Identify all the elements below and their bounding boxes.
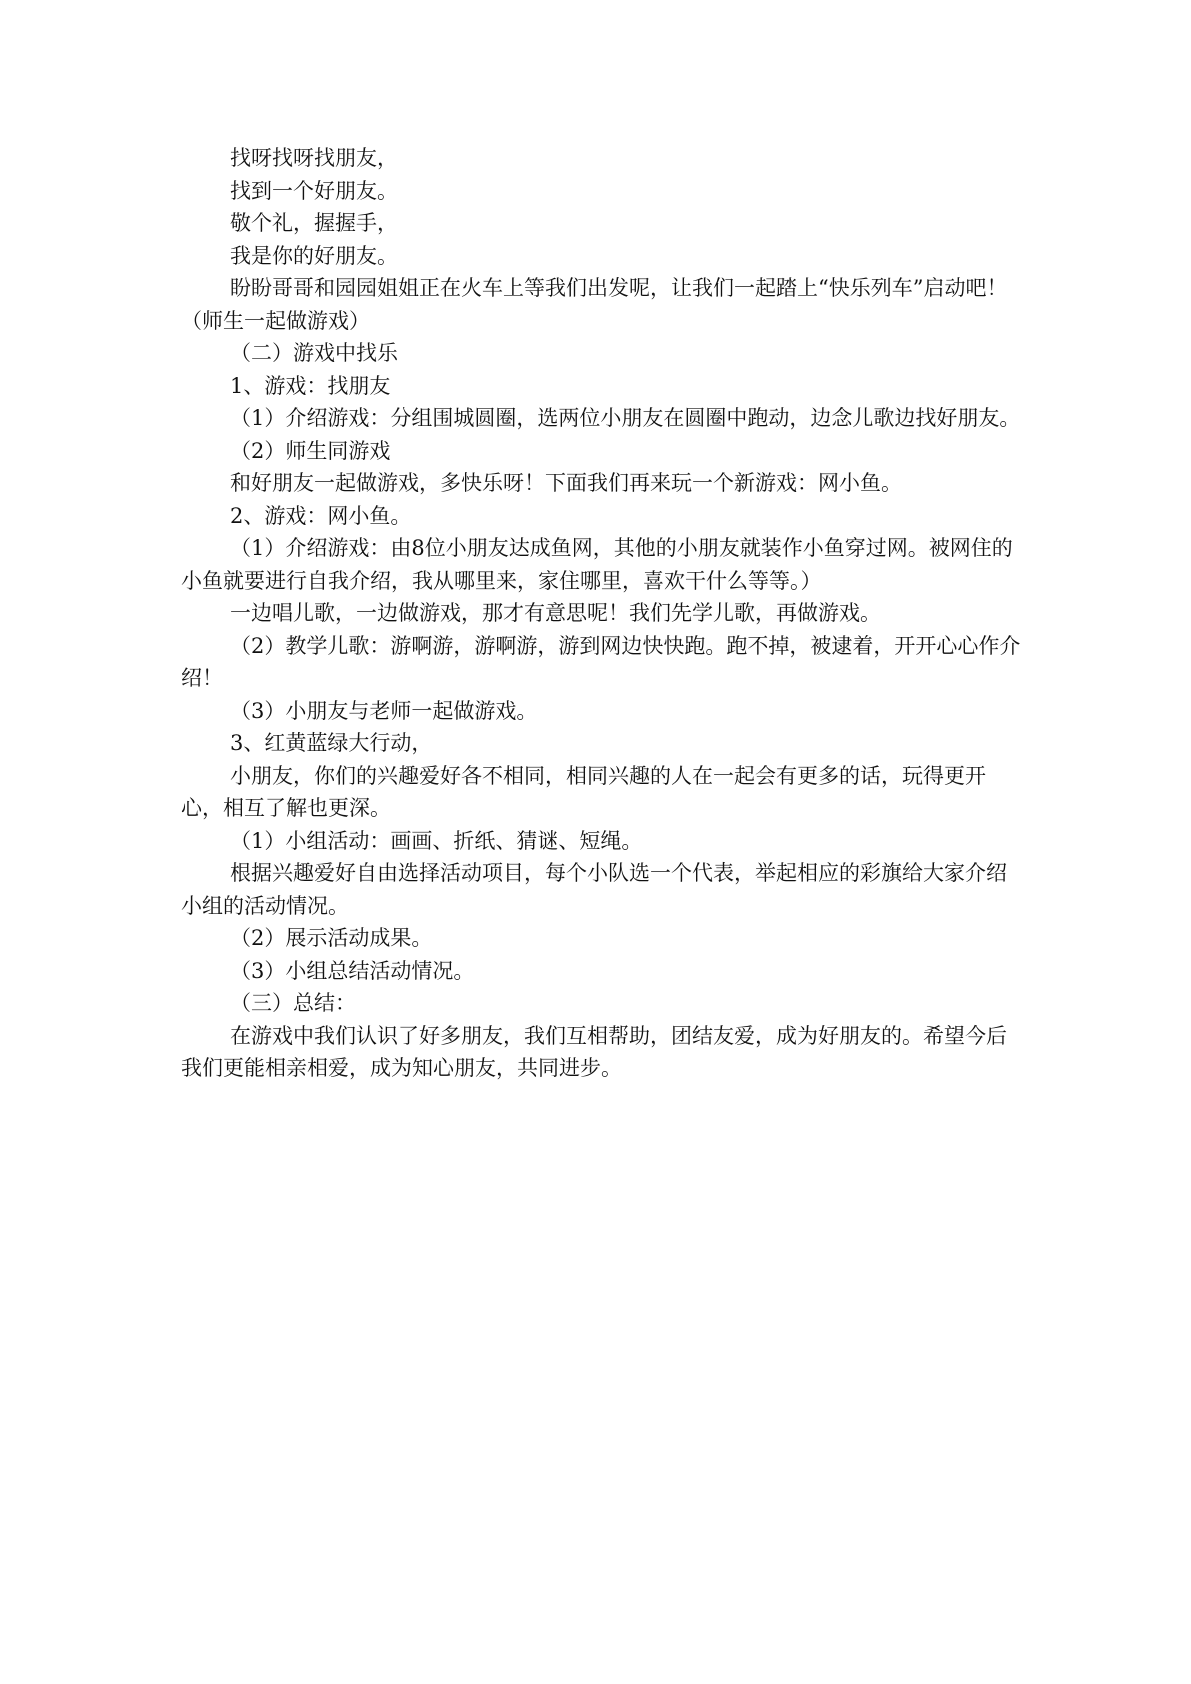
paragraph: 敬个礼，握握手， bbox=[230, 211, 398, 235]
paragraph: （3）小组总结活动情况。 bbox=[230, 958, 475, 983]
paragraph: （3）小朋友与老师一起做游戏。 bbox=[230, 698, 538, 723]
section-heading: （二）游戏中找乐 bbox=[230, 341, 398, 365]
paragraph: 找到一个好朋友。 bbox=[230, 178, 398, 203]
paragraph: （1）介绍游戏：由8位小朋友达成鱼网，其他的小朋友就装作小鱼穿过网。被网住的小鱼就要进行自我介绍，我从哪里来，家住哪里，喜欢干什么等等。） bbox=[181, 536, 1013, 593]
subsection-heading: 3、红黄蓝绿大行动， bbox=[230, 731, 433, 755]
section-heading: （三）总结： bbox=[230, 991, 356, 1015]
paragraph: 我是你的好朋友。 bbox=[230, 243, 398, 268]
paragraph: 根据兴趣爱好自由选择活动项目，每个小队选一个代表，举起相应的彩旗给大家介绍小组的活动情况。 bbox=[181, 861, 1007, 918]
subsection-heading: 1、游戏：找朋友 bbox=[230, 373, 391, 398]
paragraph: （1）介绍游戏：分组围城圆圈，选两位小朋友在圆圈中跑动，边念儿歌边找好朋友。 bbox=[230, 406, 1021, 430]
subsection-heading: 2、游戏：网小鱼。 bbox=[230, 503, 412, 528]
paragraph: 小朋友，你们的兴趣爱好各不相同，相同兴趣的人在一起会有更多的话，玩得更开心，相互了解也更深。 bbox=[181, 763, 986, 820]
paragraph: （2）展示活动成果。 bbox=[230, 926, 433, 950]
document-body bbox=[181, 142, 1021, 1085]
paragraph: （2）教学儿歌：游啊游，游啊游，游到网边快快跑。跑不掉，被逮着，开开心心作介绍！ bbox=[181, 633, 1021, 690]
paragraph: 和好朋友一起做游戏，多快乐呀！下面我们再来玩一个新游戏：网小鱼。 bbox=[230, 471, 902, 495]
paragraph: 找呀找呀找朋友， bbox=[230, 146, 398, 170]
paragraph: 在游戏中我们认识了好多朋友，我们互相帮助，团结友爱，成为好朋友的。希望今后我们更能相亲相爱，成为知心朋友，共同进步。 bbox=[181, 1023, 1007, 1080]
paragraph: （1）小组活动：画画、折纸、猜谜、短绳。 bbox=[230, 828, 643, 853]
paragraph: 一边唱儿歌，一边做游戏，那才有意思呢！我们先学儿歌，再做游戏。 bbox=[230, 601, 881, 625]
paragraph: 盼盼哥哥和园园姐姐正在火车上等我们出发呢，让我们一起踏上“快乐列车”启动吧！（师生一起做游戏） bbox=[181, 276, 1008, 333]
paragraph: （2）师生同游戏 bbox=[230, 438, 391, 463]
